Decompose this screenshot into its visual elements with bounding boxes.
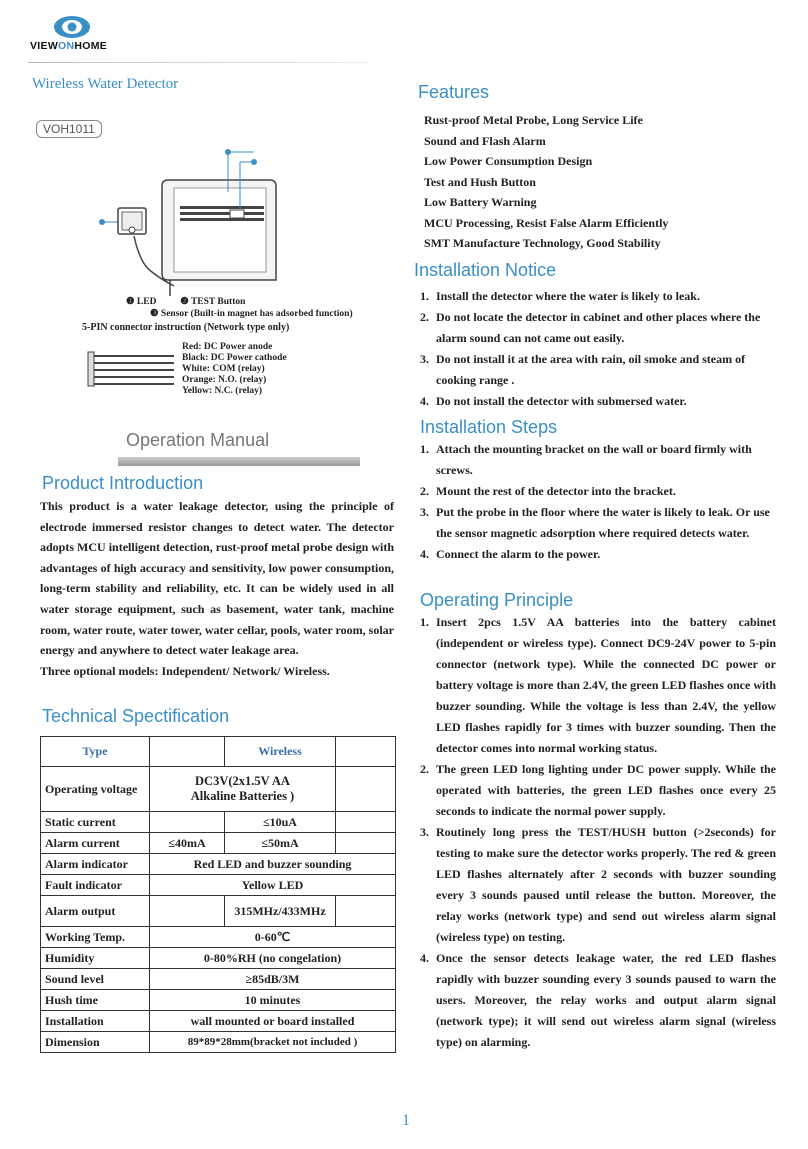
spec-header-wireless: Wireless xyxy=(225,737,336,767)
feature-item: SMT Manufacture Technology, Good Stability xyxy=(424,236,661,250)
spec-value-humidity: 0-80%RH (no congelation) xyxy=(150,948,396,969)
operation-manual-bar xyxy=(118,457,360,466)
spec-label-alarm-output: Alarm output xyxy=(41,896,150,927)
spec-label-sound-level: Sound level xyxy=(41,969,150,990)
installation-notice-heading: Installation Notice xyxy=(414,260,557,280)
list-item: 1. Attach the mounting bracket on the wall or board firmly with screws. xyxy=(420,442,752,477)
spec-value-operating-voltage: DC3V(2x1.5V AA Alkaline Batteries ) xyxy=(150,767,336,812)
model-number-badge: VOH1011 xyxy=(36,120,102,138)
header-rule xyxy=(28,62,368,63)
spec-value-fault-indicator: Yellow LED xyxy=(150,875,396,896)
spec-value-alarm-output: 315MHz/433MHz xyxy=(225,896,336,927)
list-item: 4. Connect the alarm to the power. xyxy=(420,547,601,561)
installation-steps-list xyxy=(420,439,776,565)
spec-value-working-temp: 0-60℃ xyxy=(150,927,396,948)
wire-red: Red: DC Power anode xyxy=(182,342,273,352)
spec-value-alarm-current-a: ≤40mA xyxy=(150,833,225,854)
list-item: 3. Put the probe in the floor where the water is likely to leak. Or use the sensor magnetic adsorption where required detects water. xyxy=(420,505,770,540)
operation-manual-title: Operation Manual xyxy=(126,430,270,450)
list-item: 3. Routinely long press the TEST/HUSH button (>2seconds) for testing to make sure the detector works properly. The red & green LED flashes alternately after 2 seconds with buzzer sounding every 3 sounds paused until release the button. Moreover, the relay works (network type) and send out wireless alarm signal (wireless type) on testing. xyxy=(420,825,776,944)
feature-item: Sound and Flash Alarm xyxy=(424,133,546,148)
page-number: 1 xyxy=(402,1112,410,1129)
feature-item: Test and Hush Button xyxy=(424,174,536,189)
operating-principle-list xyxy=(420,612,776,1053)
feature-item: MCU Processing, Resist False Alarm Efficiently xyxy=(424,215,669,230)
spec-value-static-current: ≤10uA xyxy=(225,812,336,833)
spec-label-working-temp: Working Temp. xyxy=(41,927,150,948)
features-list xyxy=(424,110,784,254)
product-introduction-body: This product is a water leakage detector, using the principle of electrode immersed resistor changes to detect water. The detector adopts MCU intelligent detection, rust-proof metal probe design with advantages of high accuracy and sensitivity, low power consumption, long-term stability and reliability, etc. It can be widely used in all water storage equipment, such as basement, water tank, machine room, water route, water tower, water cellar, pools, water room, solar energy and anywhere to detect water leakage area. Three optional models: Independent/ Network/ Wireless. xyxy=(40,499,394,678)
list-item: 2. The green LED long lighting under DC power supply. While the operated with batteries, the green LED flashes once every 25 seconds to indicate the normal power supply. xyxy=(420,762,776,818)
spec-table xyxy=(40,736,396,1053)
spec-label-alarm-current: Alarm current xyxy=(41,833,150,854)
list-item: 4. Once the sensor detects leakage water, the red LED flashes rapidly with buzzer sounding every 3 sounds paused to warn the users. Moreover, the relay works and output alarm signal (network type); it will send out wireless alarm signal (wireless type) on alarming. xyxy=(420,951,776,1049)
spec-label-fault-indicator: Fault indicator xyxy=(41,875,150,896)
technical-specification-heading: Technical Spectification xyxy=(42,706,230,726)
list-item: 3. Do not install it at the area with rain, oil smoke and steam of cooking range . xyxy=(420,352,746,387)
diagram-labels-row-2: ❸ Sensor (Built-in magnet has adsorbed function) xyxy=(150,309,353,319)
brand-name: VIEWONHOME xyxy=(30,40,108,52)
spec-label-alarm-indicator: Alarm indicator xyxy=(41,854,150,875)
connector-title: 5-PIN connector instruction (Network type only) xyxy=(82,322,290,333)
wire-black: Black: DC Power cathode xyxy=(182,353,287,363)
list-item: 1. Insert 2pcs 1.5V AA batteries into the battery cabinet (independent or wireless type). Connect DC9-24V power to 5-pin connector (network type). While the connected DC power or battery voltage is more than 2.4V, the green LED flashes once with buzzer sounding. While the voltage is less than 2.4V, the yellow LED flashes rapidly for 3 times with buzzer sounding. Then the detector comes into normal working status. xyxy=(420,615,776,755)
spec-value-dimension: 89*89*28mm(bracket not included ) xyxy=(150,1032,396,1053)
spec-label-installation: Installation xyxy=(41,1011,150,1032)
feature-item: Low Power Consumption Design xyxy=(424,154,593,168)
wire-color-legend xyxy=(182,342,287,397)
spec-header-type: Type xyxy=(41,737,150,767)
diagram-labels-row-1: ❶ LED ❷ TEST Button xyxy=(126,297,246,307)
list-item: 2. Mount the rest of the detector into the bracket. xyxy=(420,484,676,498)
spec-label-dimension: Dimension xyxy=(41,1032,150,1053)
feature-item: Low Battery Warning xyxy=(424,195,537,209)
wire-white: White: COM (relay) xyxy=(182,364,265,374)
connector-wires-illustration xyxy=(84,350,176,390)
spec-value-hush-time: 10 minutes xyxy=(150,990,396,1011)
operating-principle-heading: Operating Principle xyxy=(420,590,574,610)
brand-logo-icon xyxy=(52,14,92,40)
product-introduction-heading: Product Introduction xyxy=(42,473,204,493)
features-heading: Features xyxy=(418,82,490,102)
list-item: 4. Do not install the detector with submersed water. xyxy=(420,394,687,408)
document-title: Wireless Water Detector xyxy=(32,76,179,92)
spec-label-humidity: Humidity xyxy=(41,948,150,969)
list-item: 1. Install the detector where the water is likely to leak. xyxy=(420,289,700,303)
spec-value-alarm-indicator: Red LED and buzzer sounding xyxy=(150,854,396,875)
installation-steps-heading: Installation Steps xyxy=(420,417,558,437)
spec-label-operating-voltage: Operating voltage xyxy=(41,767,150,812)
installation-notice-list xyxy=(420,286,776,412)
spec-value-alarm-current-b: ≤50mA xyxy=(225,833,336,854)
list-item: 2. Do not locate the detector in cabinet and other places where the alarm sound can not came out easily. xyxy=(420,310,761,345)
detector-diagram xyxy=(90,140,390,300)
spec-value-installation: wall mounted or board installed xyxy=(150,1011,396,1032)
spec-label-static-current: Static current xyxy=(41,812,150,833)
wire-orange: Orange: N.O. (relay) xyxy=(182,375,267,385)
wire-yellow: Yellow: N.C. (relay) xyxy=(182,386,263,396)
feature-item: Rust-proof Metal Probe, Long Service Life xyxy=(424,113,643,127)
spec-label-hush-time: Hush time xyxy=(41,990,150,1011)
spec-value-sound-level: ≥85dB/3M xyxy=(150,969,396,990)
